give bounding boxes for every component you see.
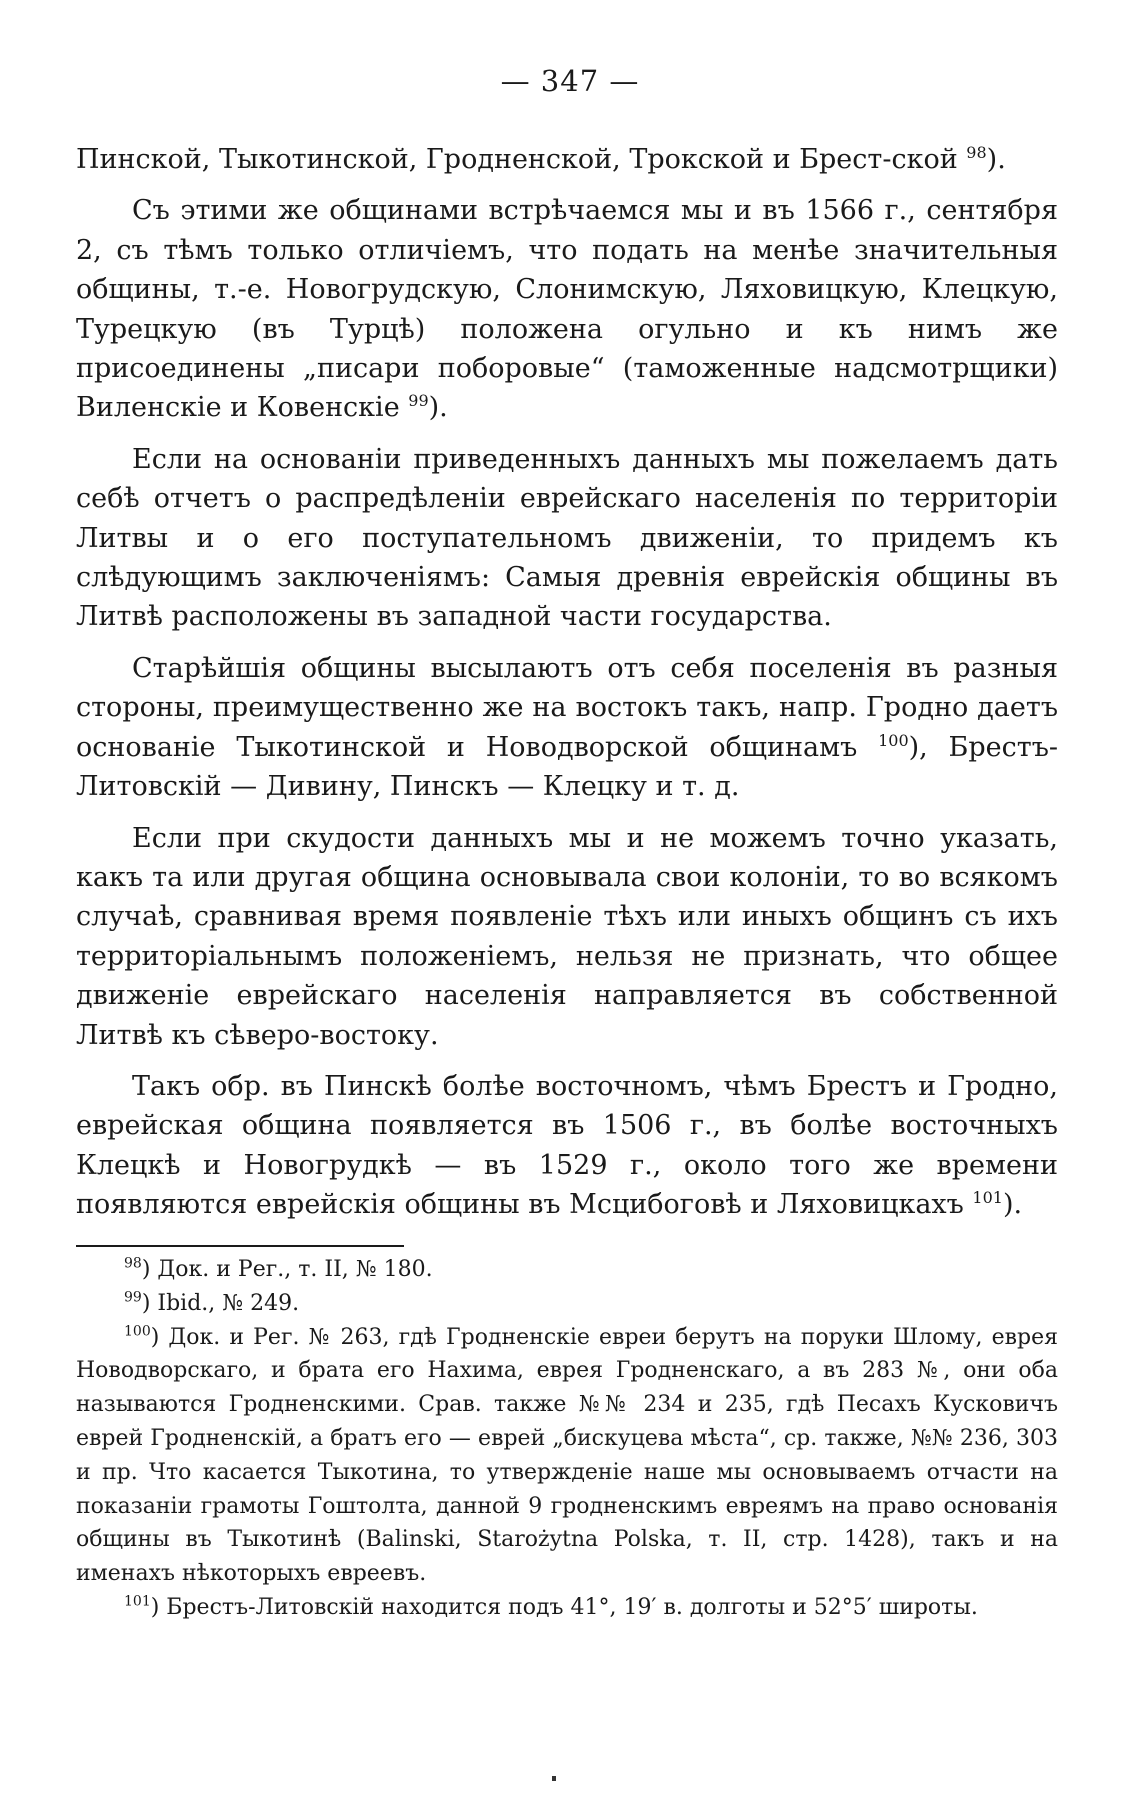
footnote: $^{101}$) Брестъ-Литовскій находится подъ 41°, 19′ в. долготы и 52°5′ широты. [124, 1593, 978, 1620]
footnote: $^{99}$) Ibid., № 249. [124, 1289, 300, 1316]
footnote-ref: 100 [878, 730, 909, 750]
print-speck [552, 1776, 556, 1781]
page-number: — 347 — [500, 64, 640, 98]
footnote-number: 99 [124, 1289, 142, 1306]
paragraph: Если при скудости данныхъ мы и не можемъ точно указать, какъ та или другая община основывала свои колоніи, то во всякомъ случаѣ, сравнивая время появленіе тѣхъ или иныхъ общинъ съ ихъ территоріальнымъ положеніемъ, нельзя не признать, что общее движеніе еврейскаго населенія направляется въ собственной Литвѣ къ сѣверо-востоку. [76, 822, 1058, 1051]
footnote-number: 101 [124, 1593, 151, 1610]
footnote-ref: 98 [966, 143, 987, 162]
footnote-divider [76, 1245, 404, 1247]
footnote: $^{98}$) Док. и Рег., т. II, № 180. [124, 1255, 433, 1282]
footnote: $^{100}$) Док. и Рег. № 263, гдѣ Гродненскіе евреи берутъ на поруки Шлому, еврея Новодворскаго, и брата его Нахима, еврея Гродненскаго, а въ 283 №, они оба называются Гродненскими. Срав. также №№ 234 и 235, гдѣ Песахъ Кусковичъ еврей Гродненскій, а братъ его — еврей „бискуцева мѣста“, ср. также, №№ 236, 303 и пр. Что касается Тыкотина, то утвержденіе наше мы основываемъ отчасти на показаніи грамоты Гоштолта, данной 9 гродненскимъ евреямъ на право основанія общины въ Тыкотинѣ (Balinski, Starożytna Polska, т. II, стр. 1428), такъ и на именахъ нѣкоторыхъ евреевъ. [76, 1323, 1058, 1587]
footnotes [76, 1253, 1058, 1625]
main-text [76, 140, 1058, 1225]
paragraph: Если на основаніи приведенныхъ данныхъ мы пожелаемъ дать себѣ отчетъ о распредѣленіи еврейскаго населенія по территоріи Литвы и о его поступательномъ движеніи, то придемъ къ слѣдующимъ заключеніямъ: Самыя древнія еврейскія общины въ Литвѣ расположены въ западной части государства. [76, 443, 1058, 633]
paragraph: Съ этими же общинами встрѣчаемся мы и въ 1566 г., сентября 2, съ тѣмъ только отличіемъ, что подать на менѣе значительныя общины, т.-е. Новогрудскую, Слонимскую, Ляховицкую, Клецкую, Турецкую (въ Турцѣ) положена огульно и къ нимъ же присоединены „писари поборовые“ (таможенные надсмотрщики) Виленскіе и Ковенскіе $^{99}$). [76, 195, 1058, 424]
footnote-number: 98 [124, 1255, 142, 1272]
footnote-ref: 101 [972, 1188, 1003, 1208]
paragraph: Старѣйшія общины высылаютъ отъ себя поселенія въ разныя стороны, преимущественно же на востокъ такъ, напр. Гродно даетъ основаніе Тыкотинской и Новодворской общинамъ $^{100}$), Брестъ-Литовскій — Дивину, Пинскъ — Клецку и т. д. [76, 652, 1059, 803]
paragraph: Пинской, Тыкотинской, Гродненской, Трокской и Брест-ской $^{98}$). [76, 143, 1006, 175]
footnote-ref: 99 [408, 391, 429, 411]
paragraph: Такъ обр. въ Пинскѣ болѣе восточномъ, чѣмъ Брестъ и Гродно, еврейская община появляется въ 1506 г., въ болѣе восточныхъ Клецкѣ и Новогрудкѣ — въ 1529 г., около того же времени появляются еврейскія общины въ Мсцибоговѣ и Ляховицкахъ $^{101}$). [76, 1070, 1058, 1221]
footnote-number: 100 [124, 1323, 151, 1340]
